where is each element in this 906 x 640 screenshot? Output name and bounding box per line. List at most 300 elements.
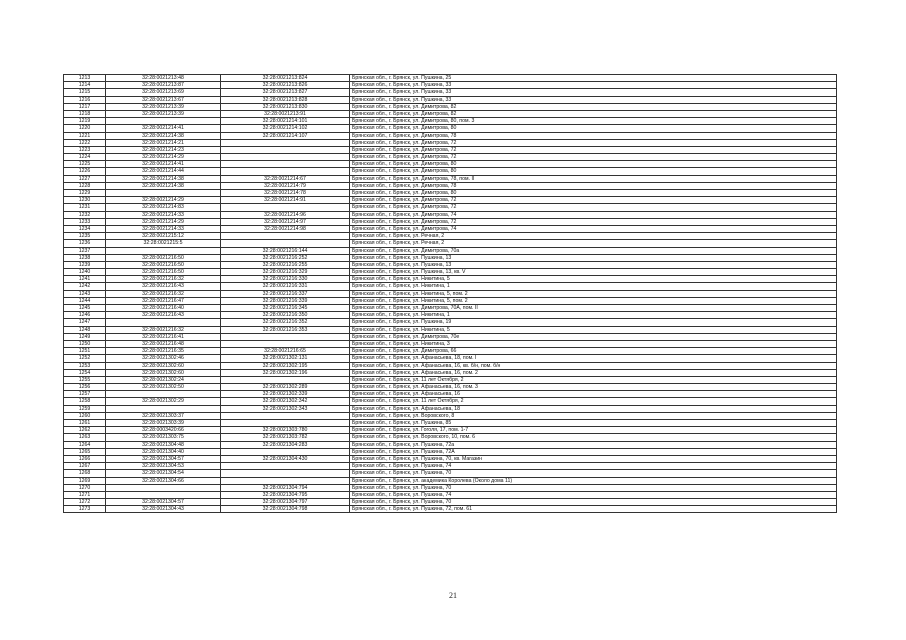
object-cadastral-number-cell: 32:28:0021216:350: [221, 312, 350, 319]
table-row: [64, 283, 837, 290]
table-row: [64, 355, 837, 362]
row-number-cell: 1250: [64, 340, 106, 347]
parcel-cadastral-number-cell: [106, 484, 221, 491]
parcel-cadastral-number-cell: 32:28:0021214:29: [106, 154, 221, 161]
table-row: [64, 211, 837, 218]
table-row: [64, 369, 837, 376]
row-number-cell: 1216: [64, 96, 106, 103]
object-cadastral-number-cell: 32:28:0021304:430: [221, 455, 350, 462]
row-number-cell: 1253: [64, 362, 106, 369]
table-row: [64, 125, 837, 132]
address-cell: Брянская обл., г. Брянск, ул. Пушкина, 74: [350, 491, 837, 498]
object-cadastral-number-cell: 32:28:0021214:79: [221, 182, 350, 189]
parcel-cadastral-number-cell: 32:28:0021214:44: [106, 168, 221, 175]
object-cadastral-number-cell: 32:28:0021302:339: [221, 391, 350, 398]
object-cadastral-number-cell: 32:28:0021213:91: [221, 110, 350, 117]
parcel-cadastral-number-cell: 32:28:0003420:66: [106, 427, 221, 434]
parcel-cadastral-number-cell: 32:28:0021303:75: [106, 434, 221, 441]
parcel-cadastral-number-cell: [106, 118, 221, 125]
object-cadastral-number-cell: 32:28:0021214:101: [221, 118, 350, 125]
row-number-cell: 1246: [64, 312, 106, 319]
table-row: [64, 427, 837, 434]
row-number-cell: 1264: [64, 441, 106, 448]
address-cell: Брянская обл., г. Брянск, ул. Димитрова, 80: [350, 161, 837, 168]
address-cell: Брянская обл., г. Брянск, ул. Димитрова, 80, пом. 3: [350, 118, 837, 125]
table-row: [64, 484, 837, 491]
parcel-cadastral-number-cell: 32:28:0021304:43: [106, 506, 221, 513]
table-row: [64, 254, 837, 261]
row-number-cell: 1254: [64, 369, 106, 376]
row-number-cell: 1220: [64, 125, 106, 132]
parcel-cadastral-number-cell: 32:28:0021214:29: [106, 218, 221, 225]
row-number-cell: 1231: [64, 204, 106, 211]
row-number-cell: 1239: [64, 261, 106, 268]
parcel-cadastral-number-cell: 32:28:0021214:33: [106, 211, 221, 218]
row-number-cell: 1249: [64, 333, 106, 340]
parcel-cadastral-number-cell: 32:28:0021304:40: [106, 448, 221, 455]
table-row: [64, 305, 837, 312]
address-cell: Брянская обл., г. Брянск, ул. Никитина, 1: [350, 283, 837, 290]
row-number-cell: 1238: [64, 254, 106, 261]
object-cadastral-number-cell: 32:28:0021302:343: [221, 405, 350, 412]
address-cell: Брянская обл., г. Брянск, ул. Пушкина, 70: [350, 484, 837, 491]
parcel-cadastral-number-cell: 32:28:0021303:37: [106, 412, 221, 419]
row-number-cell: 1232: [64, 211, 106, 218]
object-cadastral-number-cell: 32:28:0021304:795: [221, 491, 350, 498]
row-number-cell: 1217: [64, 103, 106, 110]
object-cadastral-number-cell: 32:28:0021216:255: [221, 261, 350, 268]
table-row: [64, 499, 837, 506]
row-number-cell: 1213: [64, 75, 106, 82]
address-cell: Брянская обл., г. Брянск, ул. Димитрова, 74: [350, 225, 837, 232]
parcel-cadastral-number-cell: 32:28:0021216:43: [106, 283, 221, 290]
table-row: [64, 247, 837, 254]
row-number-cell: 1269: [64, 477, 106, 484]
table-row: [64, 405, 837, 412]
address-cell: Брянская обл., г. Брянск, ул. Димитрова, 70А, пом. II: [350, 305, 837, 312]
table-row: [64, 103, 837, 110]
table-row: [64, 297, 837, 304]
row-number-cell: 1218: [64, 110, 106, 117]
table-row: [64, 96, 837, 103]
address-cell: Брянская обл., г. Брянск, ул. Димитрова, 72: [350, 154, 837, 161]
object-cadastral-number-cell: 32:28:0021304:794: [221, 484, 350, 491]
table-row: [64, 391, 837, 398]
row-number-cell: 1214: [64, 82, 106, 89]
table-row: [64, 506, 837, 513]
parcel-cadastral-number-cell: 32:28:0021302:60: [106, 362, 221, 369]
address-cell: Брянская обл., г. Брянск, ул. Пушкина, 70: [350, 499, 837, 506]
address-cell: Брянская обл., г. Брянск, ул. Пушкина, 74: [350, 463, 837, 470]
table-row: [64, 455, 837, 462]
address-cell: Брянская обл., г. Брянск, ул. Гоголя, 17, пом. 1-7: [350, 427, 837, 434]
address-cell: Брянская обл., г. Брянск, ул. Димитрова, 72: [350, 139, 837, 146]
parcel-cadastral-number-cell: 32:28:0021214:33: [106, 225, 221, 232]
address-cell: Брянская обл., г. Брянск, ул. Пушкина, 33: [350, 89, 837, 96]
address-cell: Брянская обл., г. Брянск, ул. Никитина, 5: [350, 326, 837, 333]
address-cell: Брянская обл., г. Брянск, ул. Пушкина, 72А: [350, 448, 837, 455]
address-cell: Брянская обл., г. Брянск, ул. Никитина, 1: [350, 312, 837, 319]
object-cadastral-number-cell: [221, 240, 350, 247]
address-cell: Брянская обл., г. Брянск, ул. Димитрова, 82: [350, 103, 837, 110]
object-cadastral-number-cell: 32:28:0021213:826: [221, 82, 350, 89]
row-number-cell: 1240: [64, 269, 106, 276]
object-cadastral-number-cell: [221, 146, 350, 153]
object-cadastral-number-cell: 32:28:0021303:782: [221, 434, 350, 441]
table-row: [64, 218, 837, 225]
table-row: [64, 240, 837, 247]
object-cadastral-number-cell: [221, 470, 350, 477]
registry-table-body: [64, 75, 837, 513]
parcel-cadastral-number-cell: 32:28:0021302:50: [106, 384, 221, 391]
table-row: [64, 139, 837, 146]
row-number-cell: 1259: [64, 405, 106, 412]
address-cell: Брянская обл., г. Брянск, ул. Димитрова, 78: [350, 132, 837, 139]
row-number-cell: 1260: [64, 412, 106, 419]
address-cell: Брянская обл., г. Брянск, ул. 11 лет Октября, 2: [350, 398, 837, 405]
address-cell: Брянская обл., г. Брянск, ул. Димитрова, 70е: [350, 333, 837, 340]
row-number-cell: 1233: [64, 218, 106, 225]
address-cell: Брянская обл., г. Брянск, ул. Афанасьева, 16: [350, 391, 837, 398]
object-cadastral-number-cell: 32:28:0021213:828: [221, 96, 350, 103]
parcel-cadastral-number-cell: 32:28:0021302:24: [106, 376, 221, 383]
table-row: [64, 376, 837, 383]
object-cadastral-number-cell: 32:28:0021216:331: [221, 283, 350, 290]
table-row: [64, 89, 837, 96]
parcel-cadastral-number-cell: [106, 247, 221, 254]
object-cadastral-number-cell: [221, 204, 350, 211]
table-row: [64, 319, 837, 326]
object-cadastral-number-cell: [221, 477, 350, 484]
table-row: [64, 491, 837, 498]
parcel-cadastral-number-cell: [106, 405, 221, 412]
object-cadastral-number-cell: 32:28:0021214:97: [221, 218, 350, 225]
table-row: [64, 362, 837, 369]
row-number-cell: 1237: [64, 247, 106, 254]
object-cadastral-number-cell: 32:28:0021302:342: [221, 398, 350, 405]
row-number-cell: 1241: [64, 276, 106, 283]
parcel-cadastral-number-cell: 32:28:0021213:67: [106, 96, 221, 103]
table-row: [64, 175, 837, 182]
object-cadastral-number-cell: 32:28:0021216:144: [221, 247, 350, 254]
row-number-cell: 1245: [64, 305, 106, 312]
address-cell: Брянская обл., г. Брянск, ул. Димитрова, 66: [350, 348, 837, 355]
address-cell: Брянская обл., г. Брянск, ул. Воровского, 10, пом. 6: [350, 434, 837, 441]
object-cadastral-number-cell: 32:28:0021216:353: [221, 326, 350, 333]
parcel-cadastral-number-cell: 32:28:0021214:83: [106, 204, 221, 211]
address-cell: Брянская обл., г. Брянск, ул. Пушкина, 13: [350, 261, 837, 268]
table-row: [64, 204, 837, 211]
address-cell: Брянская обл., г. Брянск, ул. Никитина, 5: [350, 276, 837, 283]
row-number-cell: 1247: [64, 319, 106, 326]
row-number-cell: 1230: [64, 197, 106, 204]
object-cadastral-number-cell: 32:28:0021214:98: [221, 225, 350, 232]
parcel-cadastral-number-cell: 32:28:0021216:32: [106, 276, 221, 283]
object-cadastral-number-cell: 32:28:0021213:824: [221, 75, 350, 82]
row-number-cell: 1261: [64, 420, 106, 427]
table-row: [64, 75, 837, 82]
row-number-cell: 1271: [64, 491, 106, 498]
parcel-cadastral-number-cell: 32:28:0021216:32: [106, 290, 221, 297]
table-row: [64, 132, 837, 139]
parcel-cadastral-number-cell: [106, 391, 221, 398]
page-number: 21: [449, 591, 457, 600]
parcel-cadastral-number-cell: 32:28:0021302:46: [106, 355, 221, 362]
object-cadastral-number-cell: 32:28:0021214:91: [221, 197, 350, 204]
table-row: [64, 269, 837, 276]
parcel-cadastral-number-cell: 32:28:0021215:12: [106, 233, 221, 240]
object-cadastral-number-cell: [221, 340, 350, 347]
address-cell: Брянская обл., г. Брянск, ул. Никитина, 5, пом. 2: [350, 297, 837, 304]
object-cadastral-number-cell: 32:28:0021214:102: [221, 125, 350, 132]
object-cadastral-number-cell: [221, 463, 350, 470]
object-cadastral-number-cell: 32:28:0021304:798: [221, 506, 350, 513]
parcel-cadastral-number-cell: 32:28:0021216:50: [106, 261, 221, 268]
row-number-cell: 1222: [64, 139, 106, 146]
parcel-cadastral-number-cell: 32:28:0021302:60: [106, 369, 221, 376]
table-row: [64, 470, 837, 477]
row-number-cell: 1221: [64, 132, 106, 139]
parcel-cadastral-number-cell: 32:28:0021216:48: [106, 340, 221, 347]
object-cadastral-number-cell: 32:28:0021216:252: [221, 254, 350, 261]
parcel-cadastral-number-cell: 32:28:0021304:48: [106, 441, 221, 448]
address-cell: Брянская обл., г. Брянск, ул. 11 лет Октября, 2: [350, 376, 837, 383]
object-cadastral-number-cell: 32:28:0021304:797: [221, 499, 350, 506]
address-cell: Брянская обл., г. Брянск, ул. Димитрова, 80: [350, 190, 837, 197]
row-number-cell: 1224: [64, 154, 106, 161]
object-cadastral-number-cell: 32:28:0021214:67: [221, 175, 350, 182]
object-cadastral-number-cell: [221, 233, 350, 240]
address-cell: Брянская обл., г. Брянск, ул. Димитрова, 72: [350, 204, 837, 211]
object-cadastral-number-cell: [221, 139, 350, 146]
table-row: [64, 154, 837, 161]
table-row: [64, 197, 837, 204]
address-cell: Брянская обл., г. Брянск, ул. Пушкина, 70: [350, 470, 837, 477]
object-cadastral-number-cell: [221, 376, 350, 383]
row-number-cell: 1257: [64, 391, 106, 398]
row-number-cell: 1255: [64, 376, 106, 383]
parcel-cadastral-number-cell: 32:28:0021303:39: [106, 420, 221, 427]
table-row: [64, 333, 837, 340]
row-number-cell: 1273: [64, 506, 106, 513]
row-number-cell: 1234: [64, 225, 106, 232]
parcel-cadastral-number-cell: 32:28:0021214:38: [106, 175, 221, 182]
row-number-cell: 1225: [64, 161, 106, 168]
table-row: [64, 161, 837, 168]
object-cadastral-number-cell: 32:28:0021216:65: [221, 348, 350, 355]
parcel-cadastral-number-cell: [106, 190, 221, 197]
address-cell: Брянская обл., г. Брянск, ул. Никитина, 5, пом. 2: [350, 290, 837, 297]
table-row: [64, 412, 837, 419]
object-cadastral-number-cell: 32:28:0021302:131: [221, 355, 350, 362]
row-number-cell: 1248: [64, 326, 106, 333]
object-cadastral-number-cell: 32:28:0021302:195: [221, 362, 350, 369]
row-number-cell: 1226: [64, 168, 106, 175]
parcel-cadastral-number-cell: 32:28:0021304:66: [106, 477, 221, 484]
address-cell: Брянская обл., г. Брянск, ул. Пушкина, 13, кв. V: [350, 269, 837, 276]
object-cadastral-number-cell: [221, 448, 350, 455]
table-row: [64, 441, 837, 448]
table-row: [64, 118, 837, 125]
address-cell: Брянская обл., г. Брянск, ул. Речная, 2: [350, 233, 837, 240]
address-cell: Брянская обл., г. Брянск, ул. Димитрова, 74: [350, 211, 837, 218]
parcel-cadastral-number-cell: 32:28:0021216:43: [106, 312, 221, 319]
row-number-cell: 1270: [64, 484, 106, 491]
parcel-cadastral-number-cell: 32:28:0021304:53: [106, 463, 221, 470]
row-number-cell: 1219: [64, 118, 106, 125]
row-number-cell: 1223: [64, 146, 106, 153]
table-row: [64, 420, 837, 427]
row-number-cell: 1265: [64, 448, 106, 455]
row-number-cell: 1236: [64, 240, 106, 247]
parcel-cadastral-number-cell: [106, 319, 221, 326]
object-cadastral-number-cell: 32:28:0021216:330: [221, 276, 350, 283]
address-cell: Брянская обл., г. Брянск, ул. Димитрова, 72: [350, 218, 837, 225]
address-cell: Брянская обл., г. Брянск, ул. Никитина, 3: [350, 340, 837, 347]
address-cell: Брянская обл., г. Брянск, ул. Димитрова, 70а: [350, 247, 837, 254]
address-cell: Брянская обл., г. Брянск, ул. Речная, 2: [350, 240, 837, 247]
parcel-cadastral-number-cell: 32:28:0021304:54: [106, 470, 221, 477]
row-number-cell: 1235: [64, 233, 106, 240]
address-cell: Брянская обл., г. Брянск, ул. Пушкина, 72, пом. 61: [350, 506, 837, 513]
object-cadastral-number-cell: 32:28:0021302:289: [221, 384, 350, 391]
parcel-cadastral-number-cell: 32:28:0021302:29: [106, 398, 221, 405]
parcel-cadastral-number-cell: 32:28:0021216:47: [106, 297, 221, 304]
address-cell: Брянская обл., г. Брянск, ул. Димитрова, 82: [350, 110, 837, 117]
parcel-cadastral-number-cell: 32:28:0021213:39: [106, 110, 221, 117]
address-cell: Брянская обл., г. Брянск, ул. академика Королева (Около дома 11): [350, 477, 837, 484]
address-cell: Брянская обл., г. Брянск, ул. Афанасьева, 16, кв. б/н, пом. б/н: [350, 362, 837, 369]
parcel-cadastral-number-cell: 32:28:0021213:48: [106, 75, 221, 82]
row-number-cell: 1272: [64, 499, 106, 506]
address-cell: Брянская обл., г. Брянск, ул. Афанасьева, 18: [350, 405, 837, 412]
table-row: [64, 448, 837, 455]
object-cadastral-number-cell: [221, 412, 350, 419]
address-cell: Брянская обл., г. Брянск, ул. Воровского, 8: [350, 412, 837, 419]
object-cadastral-number-cell: [221, 154, 350, 161]
object-cadastral-number-cell: 32:28:0021302:196: [221, 369, 350, 376]
address-cell: Брянская обл., г. Брянск, ул. Афанасьева, 18, пом. I: [350, 355, 837, 362]
parcel-cadastral-number-cell: [106, 491, 221, 498]
parcel-cadastral-number-cell: 32:28:0021216:41: [106, 333, 221, 340]
address-cell: Брянская обл., г. Брянск, ул. Пушкина, 33: [350, 82, 837, 89]
parcel-cadastral-number-cell: 32:28:0021214:38: [106, 132, 221, 139]
parcel-cadastral-number-cell: 32:28:0021214:41: [106, 161, 221, 168]
table-row: [64, 110, 837, 117]
address-cell: Брянская обл., г. Брянск, ул. Димитрова, 80: [350, 125, 837, 132]
object-cadastral-number-cell: 32:28:0021216:352: [221, 319, 350, 326]
address-cell: Брянская обл., г. Брянск, ул. Пушкина, 33: [350, 96, 837, 103]
table-row: [64, 326, 837, 333]
row-number-cell: 1243: [64, 290, 106, 297]
address-cell: Брянская обл., г. Брянск, ул. Димитрова, 72: [350, 146, 837, 153]
object-cadastral-number-cell: 32:28:0021304:283: [221, 441, 350, 448]
table-row: [64, 168, 837, 175]
address-cell: Брянская обл., г. Брянск, ул. Пушкина, 85: [350, 420, 837, 427]
table-row: [64, 463, 837, 470]
row-number-cell: 1262: [64, 427, 106, 434]
row-number-cell: 1267: [64, 463, 106, 470]
table-row: [64, 477, 837, 484]
object-cadastral-number-cell: 32:28:0021214:107: [221, 132, 350, 139]
object-cadastral-number-cell: 32:28:0021214:78: [221, 190, 350, 197]
parcel-cadastral-number-cell: 32:28:0021216:35: [106, 348, 221, 355]
address-cell: Брянская обл., г. Брянск, ул. Пушкина, 70, кв. Магазин: [350, 455, 837, 462]
row-number-cell: 1251: [64, 348, 106, 355]
parcel-cadastral-number-cell: 32:28:0021304:57: [106, 455, 221, 462]
table-row: [64, 434, 837, 441]
table-row: [64, 340, 837, 347]
parcel-cadastral-number-cell: 32:28:0021214:23: [106, 146, 221, 153]
table-row: [64, 225, 837, 232]
row-number-cell: 1215: [64, 89, 106, 96]
parcel-cadastral-number-cell: 32:28:0021214:38: [106, 182, 221, 189]
parcel-cadastral-number-cell: 32:28:0021214:41: [106, 125, 221, 132]
row-number-cell: 1244: [64, 297, 106, 304]
object-cadastral-number-cell: 32:28:0021216:345: [221, 305, 350, 312]
address-cell: Брянская обл., г. Брянск, ул. Пушкина, 25: [350, 75, 837, 82]
row-number-cell: 1227: [64, 175, 106, 182]
row-number-cell: 1258: [64, 398, 106, 405]
table-row: [64, 312, 837, 319]
address-cell: Брянская обл., г. Брянск, ул. Пушкина, 19: [350, 319, 837, 326]
parcel-cadastral-number-cell: 32:28:0021213:39: [106, 103, 221, 110]
object-cadastral-number-cell: 32:28:0021303:780: [221, 427, 350, 434]
table-row: [64, 398, 837, 405]
address-cell: Брянская обл., г. Брянск, ул. Димитрова, 80: [350, 168, 837, 175]
object-cadastral-number-cell: [221, 420, 350, 427]
address-cell: Брянская обл., г. Брянск, ул. Афанасьева, 16, пом. 2: [350, 369, 837, 376]
address-cell: Брянская обл., г. Брянск, ул. Пушкина, 13: [350, 254, 837, 261]
object-cadastral-number-cell: 32:28:0021213:830: [221, 103, 350, 110]
object-cadastral-number-cell: 32:28:0021214:96: [221, 211, 350, 218]
address-cell: Брянская обл., г. Брянск, ул. Димитрова, 72: [350, 197, 837, 204]
cadastral-registry-table: [63, 74, 837, 513]
row-number-cell: 1242: [64, 283, 106, 290]
table-row: [64, 190, 837, 197]
row-number-cell: 1256: [64, 384, 106, 391]
address-cell: Брянская обл., г. Брянск, ул. Пушкина, 72а: [350, 441, 837, 448]
parcel-cadastral-number-cell: 32:28:0021215:5: [106, 240, 221, 247]
parcel-cadastral-number-cell: 32:28:0021216:32: [106, 326, 221, 333]
table-row: [64, 146, 837, 153]
table-row: [64, 276, 837, 283]
table-row: [64, 82, 837, 89]
table-row: [64, 261, 837, 268]
object-cadastral-number-cell: 32:28:0021213:827: [221, 89, 350, 96]
object-cadastral-number-cell: 32:28:0021216:339: [221, 297, 350, 304]
table-row: [64, 182, 837, 189]
parcel-cadastral-number-cell: 32:28:0021214:21: [106, 139, 221, 146]
object-cadastral-number-cell: [221, 161, 350, 168]
row-number-cell: 1252: [64, 355, 106, 362]
table-row: [64, 384, 837, 391]
table-row: [64, 233, 837, 240]
row-number-cell: 1268: [64, 470, 106, 477]
parcel-cadastral-number-cell: 32:28:0021216:40: [106, 305, 221, 312]
parcel-cadastral-number-cell: 32:28:0021213:87: [106, 82, 221, 89]
object-cadastral-number-cell: 32:28:0021216:329: [221, 269, 350, 276]
parcel-cadastral-number-cell: 32:28:0021216:50: [106, 269, 221, 276]
row-number-cell: 1263: [64, 434, 106, 441]
object-cadastral-number-cell: [221, 168, 350, 175]
address-cell: Брянская обл., г. Брянск, ул. Димитрова, 78: [350, 182, 837, 189]
object-cadastral-number-cell: [221, 333, 350, 340]
parcel-cadastral-number-cell: 32:28:0021216:50: [106, 254, 221, 261]
table-row: [64, 348, 837, 355]
row-number-cell: 1266: [64, 455, 106, 462]
parcel-cadastral-number-cell: 32:28:0021304:57: [106, 499, 221, 506]
